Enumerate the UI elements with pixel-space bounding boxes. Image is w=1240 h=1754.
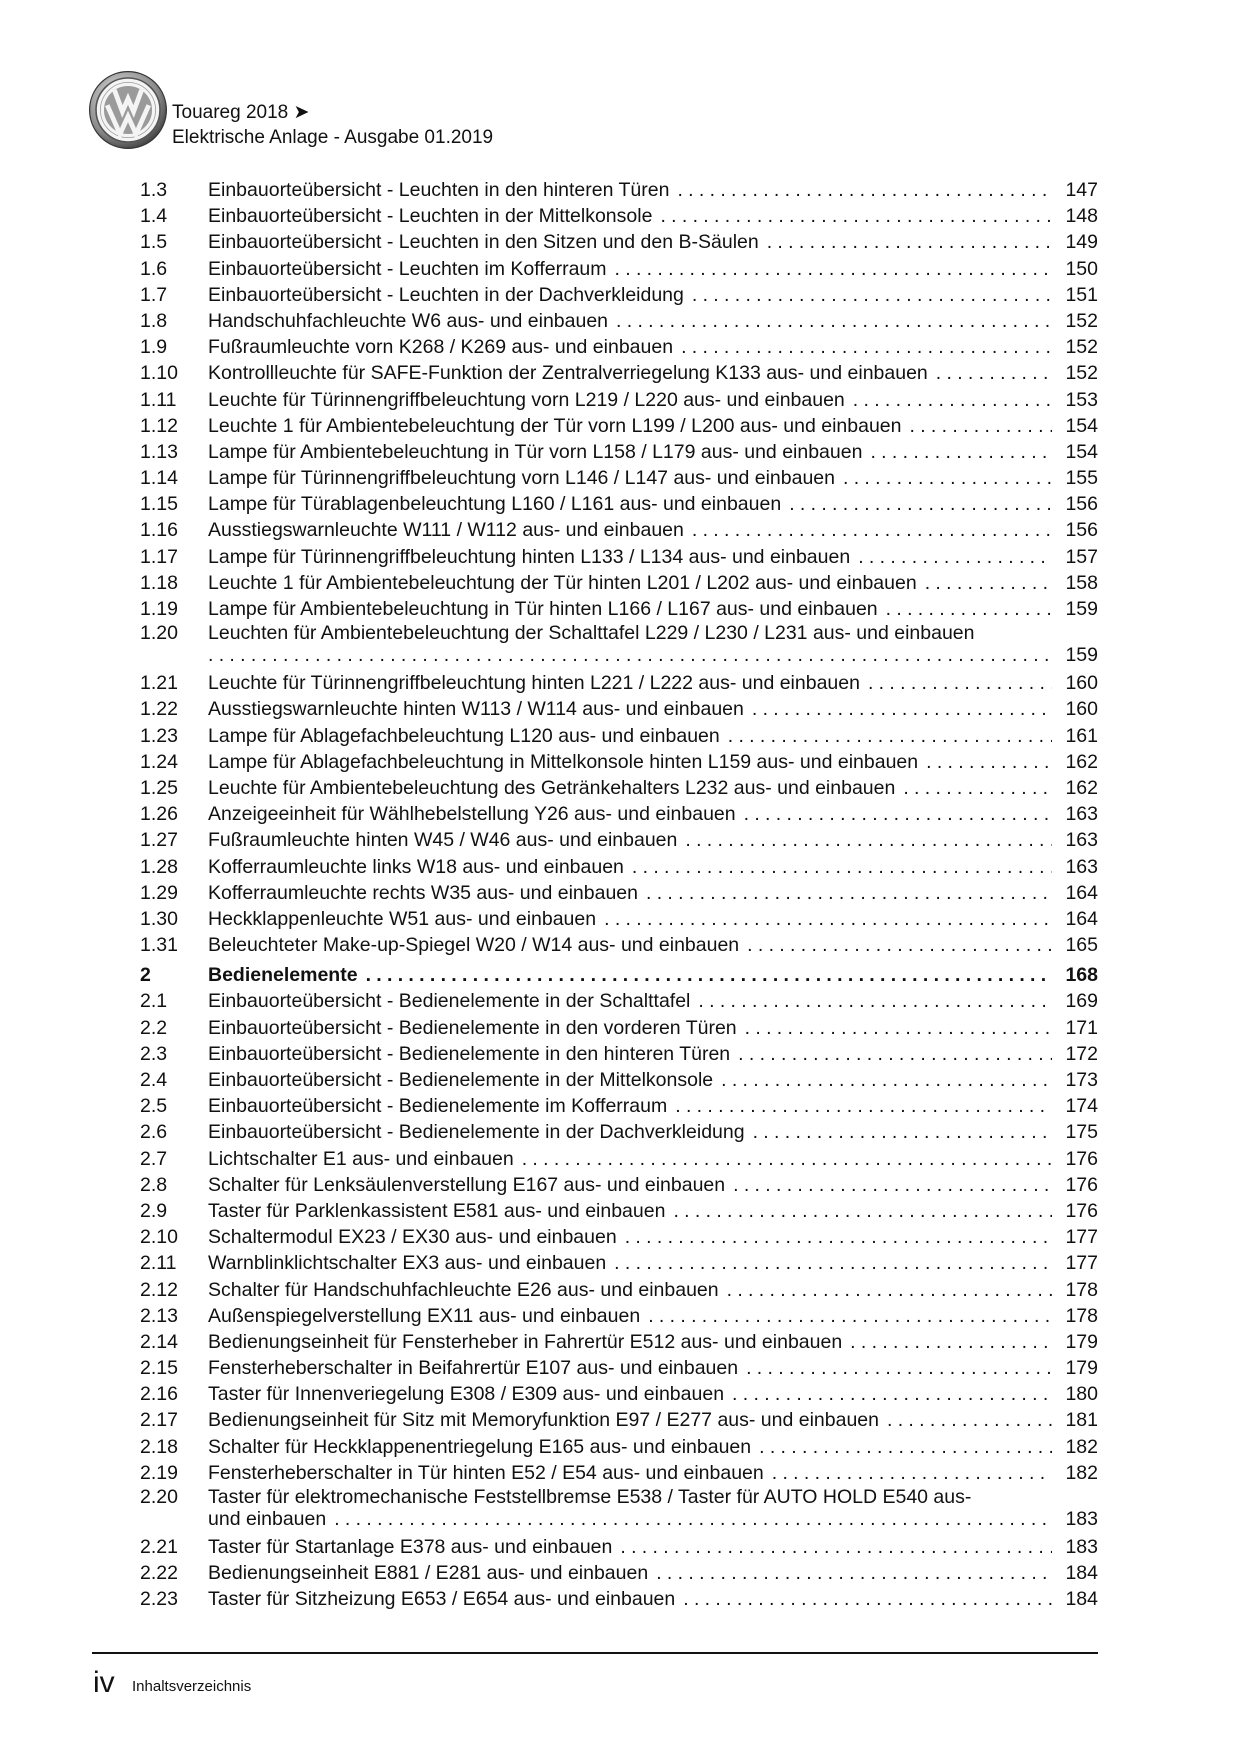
toc-entry-number: 2.13: [140, 1304, 178, 1327]
toc-entry-title: Anzeigeeinheit für Wählhebelstellung Y26 aus- und einbauen: [208, 803, 736, 826]
toc-entry-title: Einbauorteübersicht - Bedienelemente in den vorderen Türen: [208, 1016, 737, 1039]
dot-leader: [625, 1224, 1052, 1250]
dot-leader: [334, 1508, 1052, 1530]
toc-entry-title: Einbauorteübersicht - Leuchten in der Dachverkleidung: [208, 283, 684, 306]
toc-entry[interactable]: [140, 334, 1098, 360]
dot-leader: [648, 1303, 1052, 1329]
toc-entry-number: 2.19: [140, 1461, 178, 1484]
toc-entry-number: 2.2: [140, 1016, 168, 1039]
toc-entry-title: Einbauorteübersicht - Leuchten in den Sitzen und den B-Säulen: [208, 231, 759, 254]
dot-leader: [614, 1250, 1052, 1276]
toc-entry-number: 2.21: [140, 1536, 178, 1558]
dot-leader: [926, 749, 1052, 775]
dot-leader: [721, 1067, 1052, 1093]
dot-leader: [744, 801, 1052, 827]
toc-entry-number: 1.16: [140, 519, 178, 542]
toc-entry-title: Lampe für Türinnengriffbeleuchtung vorn L146 / L147 aus- und einbauen: [208, 467, 835, 490]
toc-entry-page: 181: [1065, 1409, 1098, 1432]
toc-entry-page: 184: [1065, 1562, 1098, 1585]
toc-entry[interactable]: [140, 387, 1098, 413]
toc-entry-page: 157: [1065, 545, 1098, 568]
toc-entry-page: 182: [1065, 1461, 1098, 1484]
dot-leader: [698, 988, 1052, 1014]
toc-entry-page: 169: [1065, 990, 1098, 1013]
toc-entry-page: 171: [1065, 1016, 1098, 1039]
toc-entry-number: 1.10: [140, 362, 178, 385]
dot-leader: [789, 491, 1052, 517]
dot-leader: [909, 413, 1052, 439]
dot-leader: [616, 308, 1052, 334]
toc-entry-page: 152: [1065, 309, 1098, 332]
dot-leader: [685, 827, 1052, 853]
document-subtitle: Elektrische Anlage - Ausgabe 01.2019: [172, 127, 494, 148]
toc-entry-title: Lampe für Ambientebeleuchtung in Tür hinten L166 / L167 aus- und einbauen: [208, 598, 878, 620]
footer-rule: [92, 1652, 1098, 1654]
toc-entry[interactable]: [140, 1560, 1098, 1586]
dot-leader: [767, 229, 1052, 255]
toc-entry-page: 148: [1065, 205, 1098, 228]
toc-entry-number: 1.4: [140, 205, 168, 228]
toc-entry[interactable]: [140, 696, 1098, 722]
toc-entry-page: 158: [1065, 571, 1098, 594]
toc-entry-title: Lampe für Türablagenbeleuchtung L160 / L161 aus- und einbauen: [208, 493, 782, 516]
dot-leader: [677, 177, 1052, 203]
dot-leader: [936, 360, 1052, 386]
toc-entry[interactable]: [140, 1093, 1098, 1119]
toc-entry-title: Fußraumleuchte hinten W45 / W46 aus- und einbauen: [208, 829, 678, 852]
toc-entry[interactable]: [140, 282, 1098, 308]
toc-entry-number: 1.21: [140, 672, 178, 695]
dot-leader: [759, 1434, 1052, 1460]
toc-entry-title: Schaltermodul EX23 / EX30 aus- und einbauen: [208, 1226, 617, 1249]
toc-entry-number: 1.27: [140, 829, 178, 852]
toc-entry[interactable]: [140, 775, 1098, 801]
dot-leader: [681, 334, 1052, 360]
toc-entry-title: Taster für Sitzheizung E653 / E654 aus- und einbauen: [208, 1588, 676, 1611]
toc-entry-page: 153: [1065, 388, 1098, 411]
toc-entry-page: 159: [1065, 644, 1098, 667]
toc-entry-number: 1.17: [140, 545, 178, 568]
toc-entry-page: 147: [1065, 179, 1098, 201]
toc-entry-page: 156: [1065, 519, 1098, 542]
dot-leader: [738, 1041, 1052, 1067]
toc-entry[interactable]: [140, 308, 1098, 334]
dot-leader: [208, 644, 1052, 666]
toc-entry-number: 1.9: [140, 336, 168, 359]
toc-entry-number: 2.12: [140, 1278, 178, 1301]
toc-entry-page: 179: [1065, 1330, 1098, 1353]
toc-entry-page: 175: [1065, 1121, 1098, 1144]
toc-entry-number: 2.18: [140, 1435, 178, 1458]
toc-entry-page: 154: [1065, 414, 1098, 437]
dot-leader: [850, 1329, 1052, 1355]
toc-entry-number: 2.6: [140, 1121, 168, 1144]
toc-entry[interactable]: [140, 1146, 1098, 1172]
toc-entry-page: 177: [1065, 1226, 1098, 1249]
dot-leader: [683, 1586, 1052, 1612]
toc-entry-number: 1.14: [140, 467, 178, 490]
toc-entry-number: 2.5: [140, 1095, 168, 1118]
toc-entry-page: 155: [1065, 467, 1098, 490]
dot-leader: [732, 1381, 1052, 1407]
footer-section-label: Inhaltsverzeichnis: [132, 1678, 252, 1695]
dot-leader: [646, 880, 1052, 906]
toc-entry-title: Handschuhfachleuchte W6 aus- und einbauen: [208, 309, 609, 332]
toc-entry[interactable]: [140, 1434, 1098, 1460]
dot-leader: [675, 1093, 1052, 1119]
toc-entry-page: 161: [1065, 724, 1098, 747]
toc-entry-number: 1.24: [140, 750, 178, 773]
dot-leader: [887, 1407, 1052, 1433]
toc-entry-page: 163: [1065, 855, 1098, 878]
toc-entry[interactable]: [140, 1250, 1098, 1276]
toc-entry[interactable]: [140, 1224, 1098, 1250]
toc-entry-page: 176: [1065, 1199, 1098, 1222]
toc-entry[interactable]: [140, 1119, 1098, 1145]
toc-entry[interactable]: [140, 1172, 1098, 1198]
toc-entry[interactable]: [140, 256, 1098, 282]
toc-entry-title: Ausstiegswarnleuchte hinten W113 / W114 aus- und einbauen: [208, 698, 744, 721]
toc-entry-page: 177: [1065, 1252, 1098, 1275]
dot-leader: [728, 723, 1052, 749]
toc-entry-page: 174: [1065, 1095, 1098, 1118]
toc-entry-page: 151: [1065, 283, 1098, 306]
toc-entry-title: Lampe für Ablagefachbeleuchtung L120 aus- und einbauen: [208, 724, 720, 747]
toc-entry-page: 165: [1065, 934, 1098, 957]
toc-entry-number: 1.12: [140, 414, 178, 437]
toc-entry-number: 1.23: [140, 724, 178, 747]
toc-entry[interactable]: [140, 229, 1098, 255]
toc-entry-number: 2.10: [140, 1226, 178, 1249]
toc-entry-number: 2.4: [140, 1069, 168, 1091]
page-number: iv: [93, 1666, 115, 1699]
toc-entry[interactable]: [140, 517, 1098, 543]
dot-leader: [772, 1460, 1052, 1486]
dot-leader: [604, 906, 1052, 932]
toc-entry[interactable]: [140, 801, 1098, 827]
toc-entry[interactable]: [140, 1277, 1098, 1303]
toc-entry-page: 183: [1065, 1508, 1098, 1530]
toc-entry-title: Kontrollleuchte für SAFE-Funktion der Zentralverriegelung K133 aus- und einbauen: [208, 362, 928, 385]
toc-entry-page: 160: [1065, 672, 1098, 695]
toc-entry-title: Taster für elektromechanische Feststellbremse E538 / Taster für AUTO HOLD E540 aus-: [208, 1486, 972, 1508]
dot-leader: [692, 282, 1052, 308]
toc-entry-page: 179: [1065, 1357, 1098, 1380]
toc-entry[interactable]: [140, 596, 1098, 622]
toc-entry[interactable]: [140, 622, 1098, 670]
toc-entry[interactable]: [140, 1198, 1098, 1224]
toc-entry-title: Leuchten für Ambientebeleuchtung der Schalttafel L229 / L230 / L231 aus- und einbauen: [208, 622, 975, 645]
toc-entry-title: Leuchte 1 für Ambientebeleuchtung der Tür hinten L201 / L202 aus- und einbauen: [208, 571, 917, 594]
toc-entry-title: Lampe für Türinnengriffbeleuchtung hinten L133 / L134 aus- und einbauen: [208, 545, 851, 568]
toc-entry-title: Einbauorteübersicht - Bedienelemente im Kofferraum: [208, 1095, 668, 1118]
toc-entry-title: Einbauorteübersicht - Leuchten im Kofferraum: [208, 257, 607, 280]
toc-entry[interactable]: [140, 1329, 1098, 1355]
dot-leader: [843, 465, 1052, 491]
toc-entry[interactable]: [140, 1534, 1098, 1560]
toc-entry[interactable]: [140, 413, 1098, 439]
toc-entry-number: 2.14: [140, 1330, 178, 1353]
toc-entry-page: 163: [1065, 829, 1098, 852]
toc-entry[interactable]: [140, 1486, 1098, 1534]
toc-entry-title: Schalter für Lenksäulenverstellung E167 aus- und einbauen: [208, 1173, 726, 1196]
dot-leader: [620, 1534, 1052, 1560]
toc-entry-page: 176: [1065, 1173, 1098, 1196]
toc-entry[interactable]: [140, 854, 1098, 880]
dot-leader: [673, 1198, 1052, 1224]
toc-entry[interactable]: [140, 880, 1098, 906]
toc-entry-number: 2.7: [140, 1147, 168, 1170]
toc-entry-title: Kofferraumleuchte links W18 aus- und einbauen: [208, 855, 624, 878]
dot-leader: [925, 570, 1052, 596]
toc-entry[interactable]: [140, 670, 1098, 696]
toc-entry-title: Bedienungseinheit für Sitz mit Memoryfunktion E97 / E277 aus- und einbauen: [208, 1409, 879, 1432]
toc-entry-page: 164: [1065, 907, 1098, 930]
toc-entry-number: 1.6: [140, 257, 168, 280]
toc-entry-title: Einbauorteübersicht - Bedienelemente in den hinteren Türen: [208, 1042, 731, 1065]
dot-leader: [656, 1560, 1052, 1586]
toc-entry-title: Lampe für Ambientebeleuchtung in Tür vorn L158 / L179 aus- und einbauen: [208, 440, 863, 463]
dot-leader: [746, 1355, 1052, 1381]
toc-entry-page: 176: [1065, 1147, 1098, 1170]
toc-entry-title: Einbauorteübersicht - Bedienelemente in der Mittelkonsole: [208, 1069, 714, 1091]
vw-logo-icon: [88, 70, 168, 150]
toc-entry[interactable]: [140, 1303, 1098, 1329]
toc-entry-page: 156: [1065, 493, 1098, 516]
toc-entry-page: 172: [1065, 1042, 1098, 1065]
toc-entry[interactable]: [140, 1067, 1098, 1093]
dot-leader: [858, 544, 1052, 570]
dot-leader: [903, 775, 1052, 801]
toc-entry-number: 2.20: [140, 1486, 178, 1508]
toc-entry-page: 149: [1065, 231, 1098, 254]
toc-entry[interactable]: [140, 1015, 1098, 1041]
dot-leader: [615, 256, 1052, 282]
toc-entry-page: 154: [1065, 440, 1098, 463]
toc-entry[interactable]: [140, 439, 1098, 465]
dot-leader: [853, 387, 1052, 413]
dot-leader: [752, 696, 1052, 722]
toc-entry-title: Leuchte für Türinnengriffbeleuchtung hinten L221 / L222 aus- und einbauen: [208, 672, 860, 695]
toc-entry-page: 152: [1065, 336, 1098, 359]
toc-entry-title: Lampe für Ablagefachbeleuchtung in Mittelkonsole hinten L159 aus- und einbauen: [208, 750, 919, 773]
toc-entry[interactable]: [140, 988, 1098, 1014]
toc-entry-number: 2: [140, 964, 151, 987]
toc-entry-page: 152: [1065, 362, 1098, 385]
toc-entry-number: 1.29: [140, 881, 178, 904]
toc-entry[interactable]: [140, 962, 1098, 988]
toc-entry-page: 173: [1065, 1069, 1098, 1091]
toc-entry-title-continued: und einbauen: [208, 1508, 327, 1530]
toc-entry-title: Einbauorteübersicht - Bedienelemente in der Schalttafel: [208, 990, 691, 1013]
toc-entry-title: Fensterheberschalter in Tür hinten E52 / E54 aus- und einbauen: [208, 1461, 764, 1484]
toc-entry-number: 2.16: [140, 1383, 178, 1406]
toc-entry-number: 1.5: [140, 231, 168, 254]
toc-entry-title: Schalter für Heckklappenentriegelung E165 aus- und einbauen: [208, 1435, 752, 1458]
toc-entry[interactable]: [140, 1586, 1098, 1612]
toc-entry-title: Ausstiegswarnleuchte W111 / W112 aus- und einbauen: [208, 519, 684, 542]
toc-entry-title: Leuchte für Ambientebeleuchtung des Getränkehalters L232 aus- und einbauen: [208, 776, 896, 799]
toc-entry[interactable]: [140, 570, 1098, 596]
dot-leader: [727, 1277, 1052, 1303]
toc-entry-title: Lichtschalter E1 aus- und einbauen: [208, 1147, 514, 1170]
toc-entry-page: 183: [1065, 1536, 1098, 1558]
toc-entry[interactable]: [140, 1381, 1098, 1407]
toc-entry-page: 162: [1065, 776, 1098, 799]
dot-leader: [747, 932, 1052, 958]
dot-leader: [660, 203, 1052, 229]
toc-entry[interactable]: [140, 827, 1098, 853]
toc-entry-number: 1.31: [140, 934, 178, 957]
toc-entry-page: 178: [1065, 1278, 1098, 1301]
toc-entry[interactable]: [140, 465, 1098, 491]
toc-entry[interactable]: [140, 1355, 1098, 1381]
toc-entry-title: Leuchte 1 für Ambientebeleuchtung der Tür vorn L199 / L200 aus- und einbauen: [208, 414, 902, 437]
toc-entry-number: 2.11: [140, 1252, 177, 1275]
dot-leader: [745, 1015, 1052, 1041]
toc-entry-number: 1.20: [140, 622, 178, 645]
toc-entry-number: 2.1: [140, 990, 168, 1013]
toc-entry-page: 163: [1065, 803, 1098, 826]
toc-entry[interactable]: [140, 1407, 1098, 1433]
toc-entry[interactable]: [140, 749, 1098, 775]
toc-entry-page: 162: [1065, 750, 1098, 773]
toc-entry[interactable]: [140, 360, 1098, 386]
dot-leader: [692, 517, 1052, 543]
toc-entry-title: Heckklappenleuchte W51 aus- und einbauen: [208, 907, 597, 930]
toc-entry-number: 1.8: [140, 309, 168, 332]
toc-entry-title: Beleuchteter Make-up-Spiegel W20 / W14 aus- und einbauen: [208, 934, 740, 957]
toc-entry-page: 168: [1065, 964, 1098, 987]
toc-entry-number: 1.7: [140, 283, 168, 306]
toc-entry-page: 178: [1065, 1304, 1098, 1327]
toc-entry-number: 2.22: [140, 1562, 178, 1585]
toc-entry-page: 160: [1065, 698, 1098, 721]
toc-entry-title: Leuchte für Türinnengriffbeleuchtung vorn L219 / L220 aus- und einbauen: [208, 388, 845, 411]
toc-entry[interactable]: [140, 723, 1098, 749]
toc-entry-title: Fußraumleuchte vorn K268 / K269 aus- und einbauen: [208, 336, 674, 359]
toc-entry-number: 2.23: [140, 1588, 178, 1611]
toc-entry-number: 2.15: [140, 1357, 178, 1380]
dot-leader: [870, 439, 1052, 465]
toc-entry-title: Schalter für Handschuhfachleuchte E26 aus- und einbauen: [208, 1278, 719, 1301]
table-of-contents: [140, 177, 1098, 1613]
toc-entry-number: 2.3: [140, 1042, 168, 1065]
toc-entry-number: 1.30: [140, 907, 178, 930]
toc-entry[interactable]: [140, 1041, 1098, 1067]
toc-entry-number: 1.13: [140, 440, 178, 463]
toc-entry-number: 1.22: [140, 698, 178, 721]
toc-entry-title: Einbauorteübersicht - Leuchten in der Mittelkonsole: [208, 205, 653, 228]
toc-entry-title: Taster für Startanlage E378 aus- und einbauen: [208, 1536, 613, 1558]
toc-entry-number: 1.25: [140, 776, 178, 799]
toc-entry-number: 1.18: [140, 571, 178, 594]
toc-entry-number: 1.15: [140, 493, 178, 516]
toc-entry-title: Bedienungseinheit für Fensterheber in Fahrertür E512 aus- und einbauen: [208, 1330, 843, 1353]
document-title: Touareg 2018 ➤: [172, 102, 310, 123]
toc-entry-number: 2.9: [140, 1199, 168, 1222]
toc-entry[interactable]: [140, 491, 1098, 517]
toc-entry[interactable]: [140, 203, 1098, 229]
toc-entry[interactable]: [140, 544, 1098, 570]
toc-entry-page: 150: [1065, 257, 1098, 280]
toc-entry-number: 1.28: [140, 855, 178, 878]
toc-entry-page: 164: [1065, 881, 1098, 904]
toc-entry-page: 184: [1065, 1588, 1098, 1611]
toc-entry[interactable]: [140, 1460, 1098, 1486]
toc-entry[interactable]: [140, 177, 1098, 203]
toc-entry-number: 1.26: [140, 803, 178, 826]
toc-entry[interactable]: [140, 906, 1098, 932]
dot-leader: [886, 596, 1052, 622]
toc-entry-page: 182: [1065, 1435, 1098, 1458]
toc-entry-number: 2.8: [140, 1173, 168, 1196]
dot-leader: [868, 670, 1052, 696]
toc-entry-page: 180: [1065, 1383, 1098, 1406]
dot-leader: [753, 1119, 1052, 1145]
toc-entry-number: 1.3: [140, 179, 168, 201]
toc-entry-title: Bedienungseinheit E881 / E281 aus- und einbauen: [208, 1562, 649, 1585]
toc-entry-title: Einbauorteübersicht - Leuchten in den hinteren Türen: [208, 179, 670, 201]
toc-entry-title: Fensterheberschalter in Beifahrertür E107 aus- und einbauen: [208, 1357, 739, 1380]
toc-entry-number: 2.17: [140, 1409, 178, 1432]
toc-entry-number: 1.19: [140, 598, 178, 620]
toc-entry-page: 159: [1065, 598, 1098, 620]
toc-entry-title: Einbauorteübersicht - Bedienelemente in der Dachverkleidung: [208, 1121, 745, 1144]
dot-leader: [366, 962, 1052, 988]
toc-entry[interactable]: [140, 932, 1098, 958]
dot-leader: [632, 854, 1052, 880]
toc-entry-title: Außenspiegelverstellung EX11 aus- und einbauen: [208, 1304, 641, 1327]
toc-entry-title: Kofferraumleuchte rechts W35 aus- und einbauen: [208, 881, 638, 904]
toc-entry-title: Bedienelemente: [208, 964, 358, 987]
dot-leader: [522, 1146, 1052, 1172]
toc-entry-title: Taster für Innenveriegelung E308 / E309 aus- und einbauen: [208, 1383, 725, 1406]
toc-entry-title: Taster für Parklenkassistent E581 aus- und einbauen: [208, 1199, 666, 1222]
toc-entry-number: 1.11: [140, 388, 177, 411]
dot-leader: [733, 1172, 1052, 1198]
toc-entry-title: Warnblinklichtschalter EX3 aus- und einbauen: [208, 1252, 607, 1275]
